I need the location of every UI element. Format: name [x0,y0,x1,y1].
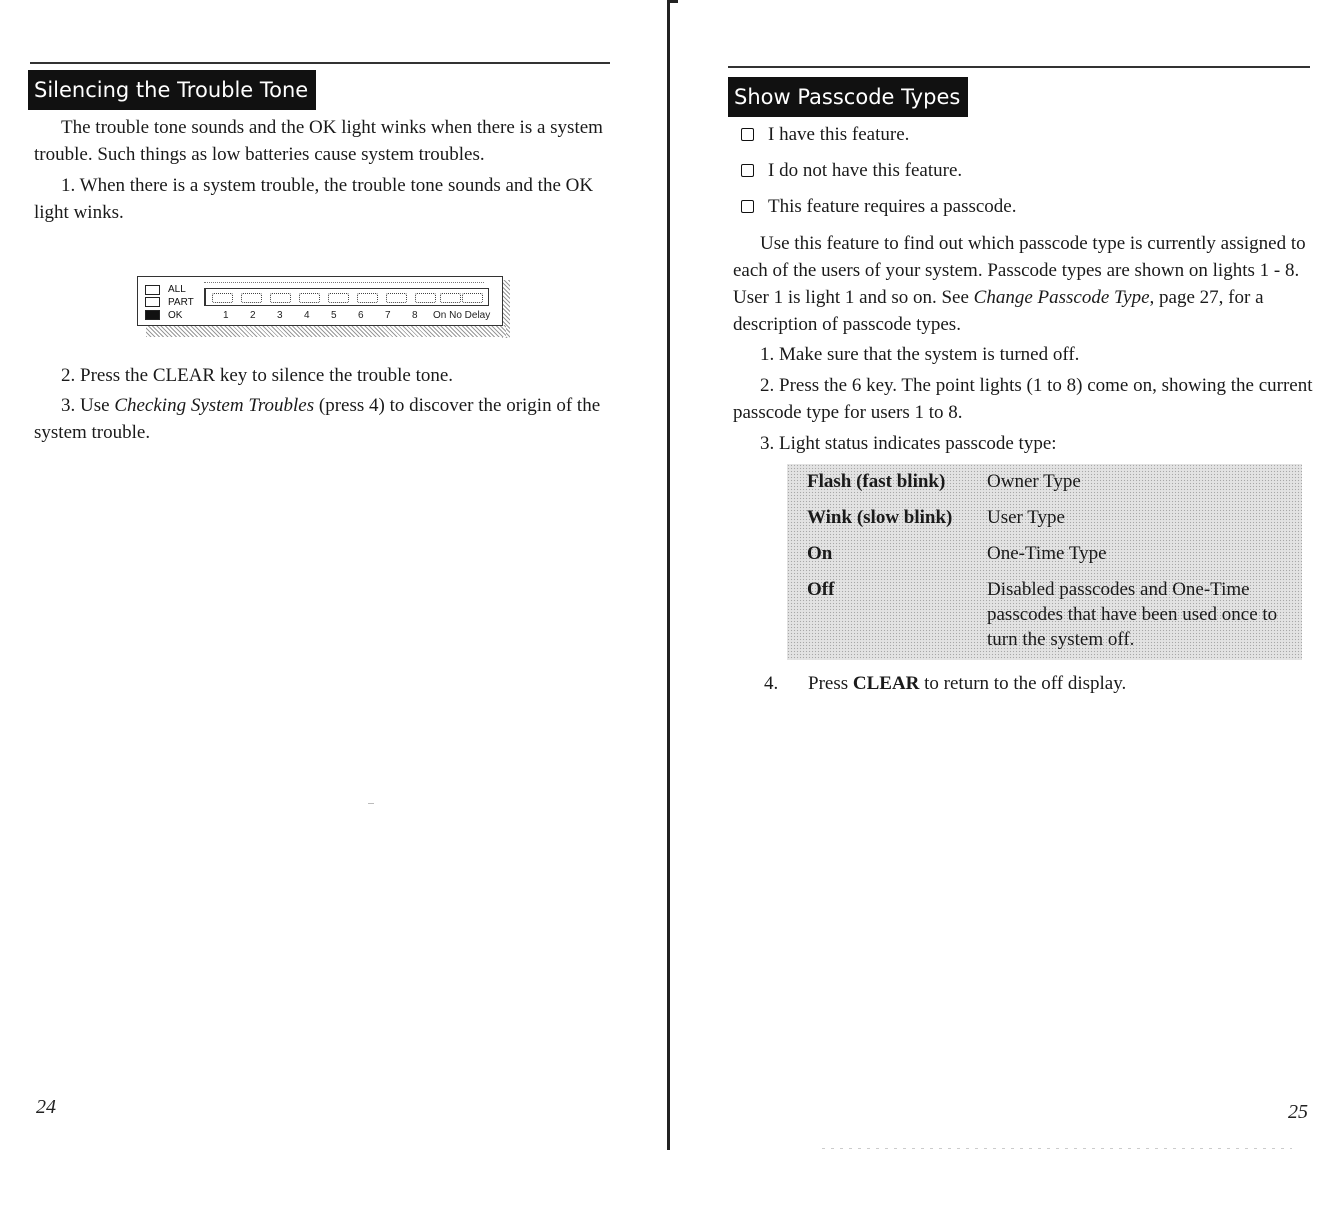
light-status-table [787,464,1302,660]
change-passcode-type-reference: Change Passcode Type [973,287,1150,308]
display-shadow [146,325,506,337]
segment-4 [299,293,320,303]
segment-7 [386,293,407,303]
scan-speck [368,803,374,804]
passcode-type: User Type [987,507,1065,528]
part-indicator-label: PART [168,297,194,308]
light-status: Off [807,579,835,600]
clear-key-label: CLEAR [852,673,920,694]
segment-3 [270,293,291,303]
scan-artifact-line [822,1148,1292,1149]
checking-system-troubles-reference: Checking System Troubles [114,395,315,416]
checklist-item [768,194,1016,220]
light-number: 6 [358,310,364,321]
step-3 [34,392,614,446]
display-dotted-line [204,282,484,283]
intro-paragraph: The trouble tone sounds and the OK light winks when there is a system trouble. Such things as low batteries cause system troubles. [34,117,603,165]
display-segment-row [204,288,489,306]
heading-rule [728,66,1310,68]
segment-5 [328,293,349,303]
light-number: 7 [385,310,391,321]
step-1: 1. Make sure that the system is turned off. [760,344,1080,365]
right-page [672,0,1330,1220]
step-4-number: 4. [764,673,779,694]
page-spine [667,0,670,1150]
segment-6 [357,293,378,303]
passcode-type: One-Time Type [987,543,1107,564]
segment-1 [212,293,233,303]
light-status: Flash (fast blink) [807,471,946,492]
all-indicator-label: ALL [168,284,186,295]
step-3-suffix: (press 4) to discover the origin of the system trouble. [34,395,601,443]
light-number: 3 [277,310,283,321]
checkbox-icon[interactable] [741,128,754,141]
step-4-text [808,670,1126,697]
checklist-label: I have this feature. [768,124,910,145]
light-number: 1 [223,310,229,321]
ok-indicator-icon [145,310,160,320]
page-number: 24 [36,1096,56,1118]
checklist-label: I do not have this feature. [768,160,963,181]
checklist-item [768,122,909,148]
light-status: On [807,543,833,564]
light-status: Wink (slow blink) [807,507,953,528]
light-number: 2 [250,310,256,321]
segment-no-delay [462,293,483,303]
step-2: 2. Press the CLEAR key to silence the trouble tone. [61,365,454,386]
checklist-item [768,158,962,184]
ok-indicator-label: OK [168,310,183,321]
description-paragraph [733,230,1313,338]
light-number: 4 [304,310,310,321]
step-3: 3. Light status indicates passcode type: [760,433,1057,454]
all-indicator-icon [145,285,160,295]
step-1: 1. When there is a system trouble, the trouble tone sounds and the OK light winks. [34,175,594,223]
section-heading: Silencing the Trouble Tone [28,70,316,110]
segment-8 [415,293,436,303]
step-3-prefix: 3. Use [61,395,115,416]
checklist-label: This feature requires a passcode. [768,196,1017,217]
heading-rule [30,62,610,64]
passcode-type: Disabled passcodes and One-Time passcodes that have been used once to turn the system off. [987,579,1278,650]
light-number: 8 [412,310,418,321]
description-text: Use this feature to find out which passcode type is currently assigned to each of the users of your system. Passcode types are shown on lights 1 - 8. User 1 is light 1 and so on. See [733,233,1306,308]
part-indicator-icon [145,297,160,307]
step-2: 2. Press the 6 key. The point lights (1 to 8) come on, showing the current passcode type for users 1 to 8. [733,375,1313,423]
checkbox-icon[interactable] [741,164,754,177]
page-number: 25 [1288,1101,1308,1123]
segment-on [440,293,461,303]
segment-2 [241,293,262,303]
passcode-type: Owner Type [987,471,1081,492]
checkbox-icon[interactable] [741,200,754,213]
light-number: 5 [331,310,337,321]
step-4-suffix: to return to the off display. [919,673,1127,694]
on-no-delay-label: On No Delay [433,310,491,321]
step-4-prefix: Press [808,673,853,694]
section-heading: Show Passcode Types [728,77,968,117]
keypad-display-illustration [132,276,510,338]
description-text: , page 27, for a description of passcode types. [733,287,1264,335]
